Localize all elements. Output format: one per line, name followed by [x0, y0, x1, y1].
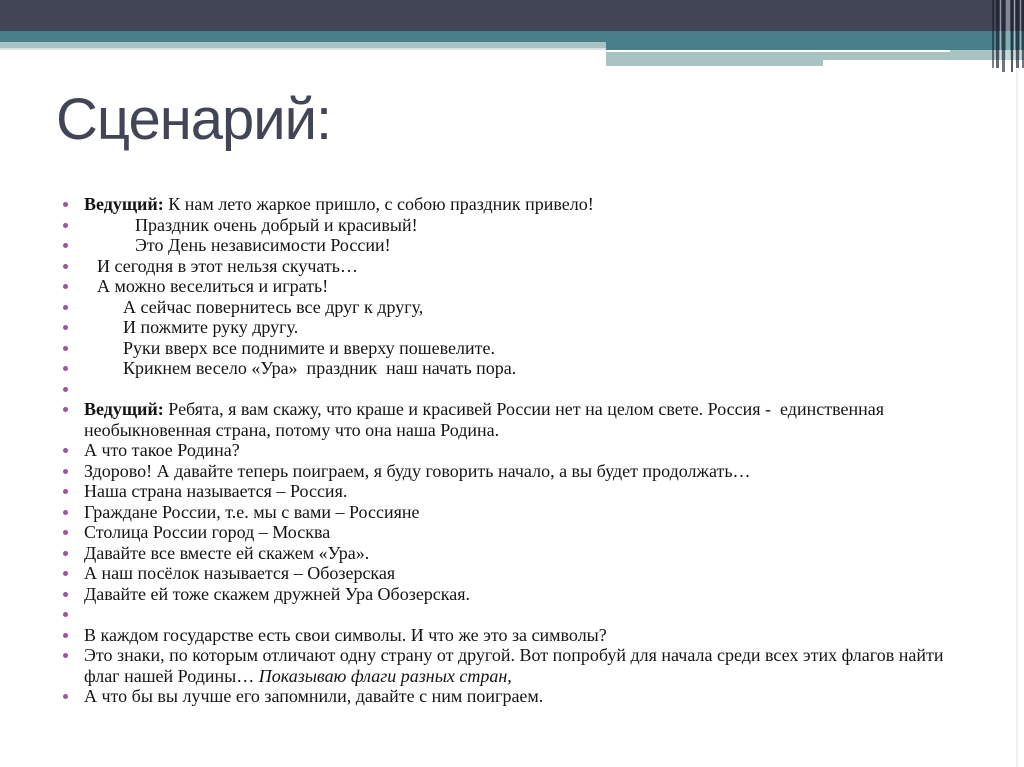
- bullet-dot-icon: [63, 551, 68, 556]
- line-text: Здорово! А давайте теперь поиграем, я буду говорить начало, а вы будет продолжать…: [84, 460, 751, 481]
- script-line: [62, 235, 946, 256]
- line-text: А что бы вы лучше его запомнили, давайте с ним поиграем.: [84, 686, 544, 706]
- bullet-dot-icon: [63, 223, 68, 228]
- script-line: [62, 358, 946, 379]
- banner-sage-edge-left: [0, 48, 606, 50]
- line-text: Это знаки, по которым отличают одну страну от другой. Вот попробуй для начала среди всех этих флагов найти флаг нашей Родины… Показываю флаги разных стран,: [84, 645, 948, 686]
- bullet-dot-icon: [63, 448, 68, 453]
- stripe-icon: [1006, 0, 1010, 76]
- stripe-icon: [1002, 0, 1005, 72]
- line-text: [84, 604, 89, 624]
- script-line: [62, 645, 946, 686]
- script-line: [62, 256, 946, 277]
- bullet-dot-icon: [63, 612, 68, 617]
- bullet-dot-icon: [63, 510, 68, 515]
- bullet-dot-icon: [63, 592, 68, 597]
- stripe-icon: [1020, 0, 1021, 68]
- bullet-dot-icon: [63, 571, 68, 576]
- bullet-dot-icon: [63, 325, 68, 330]
- banner-dark-bar: [0, 0, 1024, 31]
- script-line: [62, 215, 946, 236]
- corner-stripes-decoration: [992, 0, 1024, 68]
- script-line: [62, 317, 946, 338]
- banner-teal-bar-right: [606, 42, 1024, 50]
- line-text: Граждане России, т.е. мы с вами – Россияне: [84, 501, 420, 522]
- bullet-dot-icon: [63, 633, 68, 638]
- line-text: А что такое Родина?: [84, 440, 240, 460]
- bullet-dot-icon: [63, 284, 68, 289]
- bullet-dot-icon: [63, 305, 68, 310]
- script-line: [62, 461, 946, 482]
- script-line: [62, 194, 946, 215]
- line-text: А можно веселиться и играть!: [97, 276, 329, 296]
- script-line: [62, 522, 946, 543]
- line-text: Праздник очень добрый и красивый!: [135, 214, 418, 235]
- line-text: Наша страна называется – Россия.: [84, 481, 348, 501]
- stripe-icon: [1014, 0, 1015, 68]
- line-text: Крикнем весело «Ура» праздник наш начать пора.: [123, 358, 517, 378]
- script-line: [62, 543, 946, 564]
- line-text: Ведущий: К нам лето жаркое пришло, с собою праздник привело!: [84, 194, 594, 214]
- line-text: И сегодня в этот нельзя скучать…: [97, 255, 358, 276]
- script-line: [62, 625, 946, 646]
- line-text: Ведущий: Ребята, я вам скажу, что краше и красивей России нет на целом свете. Россия - единственная необыкновенная страна, потому что она наша Родина.: [84, 399, 889, 440]
- line-text: А наш посёлок называется – Обозерская: [84, 563, 396, 583]
- banner-sage-bar-right-thick: [606, 52, 823, 66]
- script-line: [62, 338, 946, 359]
- script-line: [62, 502, 946, 523]
- bullet-dot-icon: [63, 653, 68, 658]
- bullet-dot-icon: [63, 407, 68, 412]
- line-text: Давайте все вместе ей скажем «Ура».: [84, 542, 370, 563]
- line-text: И пожмите руку другу.: [123, 317, 299, 337]
- script-line: [62, 399, 946, 440]
- bullet-dot-icon: [63, 530, 68, 535]
- bullet-dot-icon: [63, 366, 68, 371]
- line-text: Столица России город – Москва: [84, 522, 331, 542]
- line-text: Это День независимости России!: [135, 235, 391, 255]
- script-line: [62, 686, 946, 707]
- script-line: [62, 440, 946, 461]
- stripe-icon: [1011, 0, 1013, 72]
- banner-teal-bar: [0, 31, 1024, 42]
- bullet-dot-icon: [63, 243, 68, 248]
- line-text: В каждом государстве есть свои символы. И что же это за символы?: [84, 624, 607, 645]
- stripe-icon: [1016, 0, 1019, 68]
- line-text: Руки вверх все поднимите и вверху пошевелите.: [123, 337, 495, 358]
- bullet-dot-icon: [63, 387, 68, 392]
- stripe-icon: [992, 0, 994, 68]
- script-line: [62, 604, 946, 625]
- bullet-dot-icon: [63, 264, 68, 269]
- script-line: [62, 297, 946, 318]
- stripe-icon: [996, 0, 999, 68]
- script-line: [62, 481, 946, 502]
- script-line: [62, 584, 946, 605]
- right-edge-faint-line: [1016, 70, 1018, 767]
- bullet-dot-icon: [63, 202, 68, 207]
- bullet-dot-icon: [63, 694, 68, 699]
- bullet-dot-icon: [63, 469, 68, 474]
- slide-title: Сценарий:: [56, 87, 332, 152]
- line-text: [84, 379, 89, 399]
- script-list: [62, 194, 946, 707]
- line-text: А сейчас повернитесь все друг к другу,: [123, 296, 424, 317]
- script-line: [62, 563, 946, 584]
- line-text: Давайте ей тоже скажем дружней Ура Обозерская.: [84, 583, 471, 604]
- script-line: [62, 379, 946, 400]
- script-line: [62, 276, 946, 297]
- stripe-icon: [1000, 0, 1001, 68]
- bullet-dot-icon: [63, 489, 68, 494]
- bullet-dot-icon: [63, 346, 68, 351]
